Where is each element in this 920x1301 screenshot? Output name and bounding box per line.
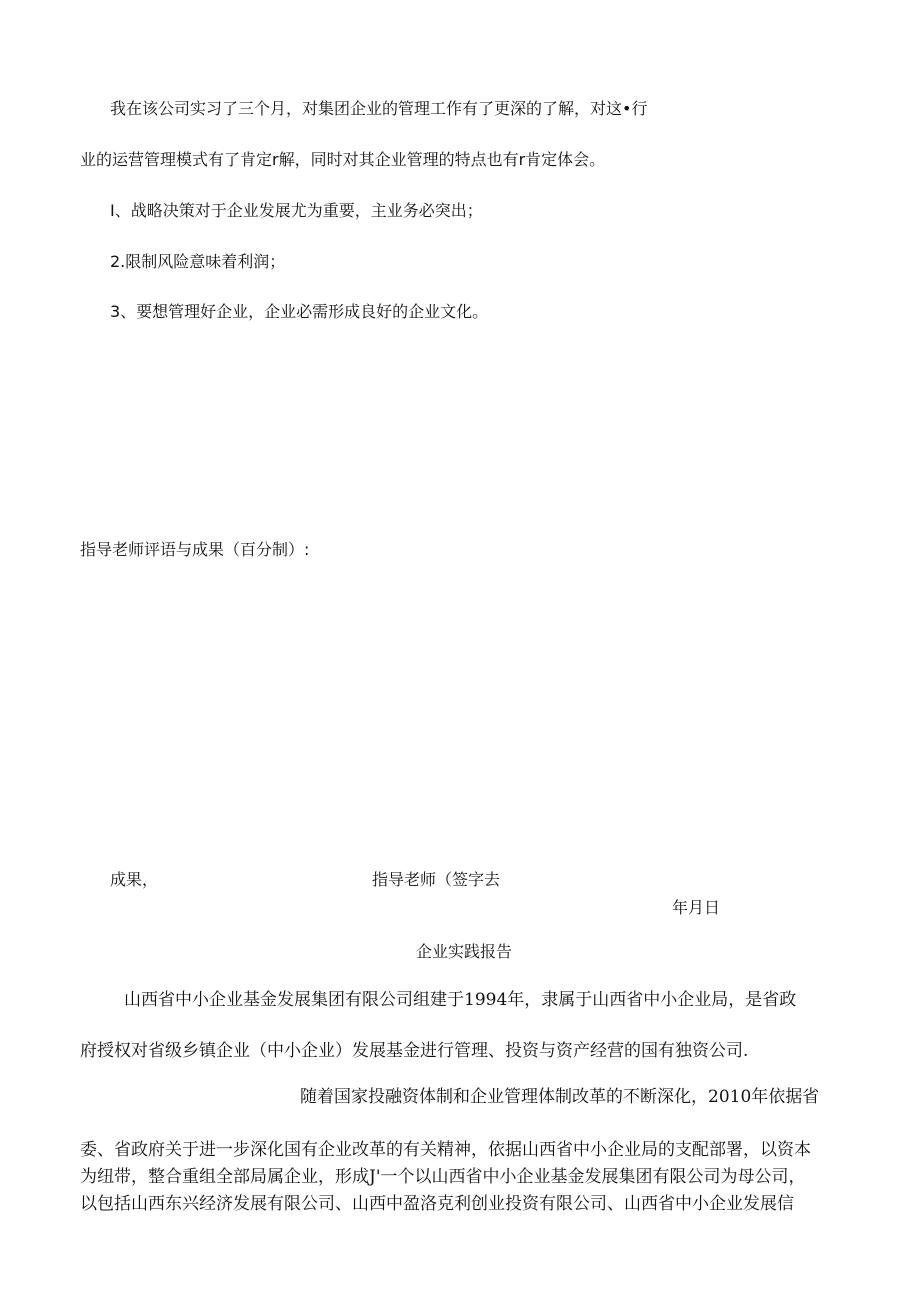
list-item: 3、要想管理好企业，企业必需形成良好的企业文化。 xyxy=(110,302,489,321)
teacher-signature-label: 指导老师（签字去 xyxy=(372,870,501,889)
result-label: 成果， xyxy=(110,870,159,889)
report-title: 企业实践报告 xyxy=(416,942,513,961)
paragraph-line: 以包括山西东兴经济发展有限公司、山西中盈洛克利创业投资有限公司、山西省中小企业发展信 xyxy=(80,1194,794,1214)
paragraph-line: 为纽带，整合重组全部局属企业，形成J'一个以山西省中小企业基金发展集团有限公司为母公司， xyxy=(80,1167,806,1187)
paragraph-line: 委、省政府关于进一步深化国有企业改革的有关精神，依据山西省中小企业局的支配部署，以资本 xyxy=(80,1140,811,1160)
paragraph-line: 府授权对省级乡镇企业（中小企业）发展基金进行管理、投资与资产经营的国有独资公司. xyxy=(80,1041,749,1061)
paragraph-line: 随着国家投融资体制和企业管理体制改革的不断深化，2010年依据省 xyxy=(300,1087,820,1107)
list-item: I、战略决策对于企业发展尤为重要，主业务必突出； xyxy=(110,201,483,220)
evaluation-heading: 指导老师评语与成果（百分制）: xyxy=(80,540,310,559)
list-item: 2.限制风险意味着利润； xyxy=(110,252,286,271)
paragraph-line: 业的运营管理模式有了肯定r解，同时对其企业管理的特点也有r肯定体会。 xyxy=(80,150,606,169)
date-label: 年月日 xyxy=(672,898,721,917)
paragraph-line: 我在该公司实习了三个月，对集团企业的管理工作有了更深的了解，对这•行 xyxy=(110,99,648,118)
paragraph-line: 山西省中小企业基金发展集团有限公司组建于1994年，隶属于山西省中小企业局，是省政 xyxy=(124,990,797,1010)
